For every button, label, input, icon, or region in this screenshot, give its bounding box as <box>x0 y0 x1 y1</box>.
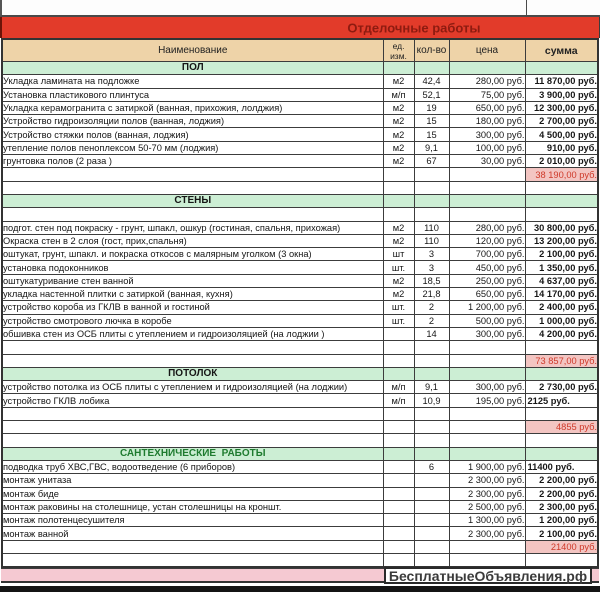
cell-sum: 11400 руб. <box>525 460 598 473</box>
cell-unit <box>383 540 414 553</box>
cell-name: устройство короба из ГКЛВ в ванной и гостиной <box>2 301 383 314</box>
cell-qty <box>414 168 449 181</box>
cell-name: монтаж раковины на столешнице, устан столешницы на кроншт. <box>2 500 383 513</box>
cell-sum <box>525 62 598 75</box>
watermark-text: БесплатныеОбъявления.рф <box>388 567 588 584</box>
cell-unit <box>383 341 414 354</box>
cell-price: 2 300,00 руб. <box>449 527 525 540</box>
cell-qty <box>414 540 449 553</box>
cell-name: устройство потолка из ОСБ плиты с утеплением и гидроизоляцией (на лоджии) <box>2 381 383 394</box>
watermark-badge <box>384 567 592 584</box>
column-gridline <box>526 0 527 15</box>
cell-qty <box>414 474 449 487</box>
empty-row <box>2 407 598 420</box>
cell-unit <box>383 447 414 460</box>
cell-name <box>2 181 383 194</box>
cell-qty <box>414 447 449 460</box>
cell-price <box>449 407 525 420</box>
empty-row <box>2 434 598 447</box>
item-row <box>2 274 598 287</box>
cell-name: ПОТОЛОК <box>2 367 383 380</box>
cell-price <box>449 553 525 567</box>
cell-sum: 1 200,00 руб. <box>525 514 598 527</box>
cell-sum: 2 100,00 руб. <box>525 527 598 540</box>
cell-price: 300,00 руб. <box>449 327 525 340</box>
cell-qty: 2 <box>414 314 449 327</box>
cell-price: 195,00 руб. <box>449 394 525 407</box>
item-row <box>2 460 598 473</box>
cell-name <box>2 540 383 553</box>
cell-name: оштукатуривание стен ванной <box>2 274 383 287</box>
cell-price: 650,00 руб. <box>449 288 525 301</box>
cell-name: монтаж полотенцесушителя <box>2 514 383 527</box>
cell-sum: 2 700,00 руб. <box>525 115 598 128</box>
cell-unit <box>383 487 414 500</box>
cell-qty <box>414 341 449 354</box>
table-title-bar <box>0 17 600 38</box>
cell-price: 1 900,00 руб. <box>449 460 525 473</box>
cell-price <box>449 181 525 194</box>
cell-unit: м2 <box>383 101 414 114</box>
cell-name: монтаж биде <box>2 487 383 500</box>
cell-unit <box>383 407 414 420</box>
item-row <box>2 234 598 247</box>
cell-qty: 52,1 <box>414 88 449 101</box>
cell-unit <box>383 434 414 447</box>
estimate-table <box>1 38 599 568</box>
cell-qty: 2 <box>414 301 449 314</box>
item-row <box>2 327 598 340</box>
cell-name: устройство смотрового лючка в коробе <box>2 314 383 327</box>
cell-name: ПОЛ <box>2 62 383 75</box>
item-row <box>2 75 598 88</box>
cell-unit <box>383 500 414 513</box>
cell-qty <box>414 62 449 75</box>
cell-qty: 67 <box>414 155 449 168</box>
cell-sum: 30 800,00 руб. <box>525 221 598 234</box>
cell-qty <box>414 354 449 367</box>
item-row <box>2 381 598 394</box>
item-row <box>2 474 598 487</box>
empty-row <box>2 181 598 194</box>
cell-qty: 42,4 <box>414 75 449 88</box>
cell-price <box>449 208 525 221</box>
cell-sum: 11 870,00 руб. <box>525 75 598 88</box>
cell-name: установка подоконников <box>2 261 383 274</box>
cell-qty <box>414 527 449 540</box>
table-title: Отделочные работы <box>347 20 481 35</box>
watermark-row <box>1 568 599 583</box>
cell-name: монтаж ванной <box>2 527 383 540</box>
cell-qty: 18,5 <box>414 274 449 287</box>
cell-qty: 15 <box>414 128 449 141</box>
cell-name <box>2 341 383 354</box>
item-row <box>2 527 598 540</box>
cell-unit <box>383 194 414 207</box>
cell-name <box>2 168 383 181</box>
cell-unit <box>383 208 414 221</box>
cell-unit <box>383 181 414 194</box>
cell-price: 100,00 руб. <box>449 141 525 154</box>
cell-qty: 3 <box>414 248 449 261</box>
cell-name: Окраска стен в 2 слоя (гост, прих,спальня) <box>2 234 383 247</box>
cell-name: утепление полов пеноплексом 50-70 мм (лоджия) <box>2 141 383 154</box>
col-header-name: Наименование <box>2 39 383 62</box>
cell-unit <box>383 327 414 340</box>
cell-sum: 2 200,00 руб. <box>525 474 598 487</box>
cell-sum: 2 010,00 руб. <box>525 155 598 168</box>
cell-qty: 10,9 <box>414 394 449 407</box>
cell-price: 1 200,00 руб. <box>449 301 525 314</box>
cell-unit: шт. <box>383 314 414 327</box>
cell-unit: м2 <box>383 274 414 287</box>
cell-price: 280,00 руб. <box>449 75 525 88</box>
cell-qty <box>414 434 449 447</box>
cell-sum <box>525 407 598 420</box>
cell-price: 2 500,00 руб. <box>449 500 525 513</box>
cell-price <box>449 540 525 553</box>
cell-price <box>449 62 525 75</box>
cell-sum: 1 000,00 руб. <box>525 314 598 327</box>
cell-unit <box>383 474 414 487</box>
cell-sum: 13 200,00 руб. <box>525 234 598 247</box>
cell-unit <box>383 168 414 181</box>
cell-qty: 9,1 <box>414 381 449 394</box>
subtotal-row <box>2 354 598 367</box>
cell-name <box>2 434 383 447</box>
cell-unit <box>383 460 414 473</box>
cell-qty: 15 <box>414 115 449 128</box>
cell-sum: 73 857,00 руб. <box>525 354 598 367</box>
cell-qty: 21,8 <box>414 288 449 301</box>
cell-price: 120,00 руб. <box>449 234 525 247</box>
col-header-sum: сумма <box>525 39 598 62</box>
cell-sum: 2 200,00 руб. <box>525 487 598 500</box>
cell-unit: м/п <box>383 394 414 407</box>
cell-unit: м/п <box>383 88 414 101</box>
cell-name: Укладка ламината на подложке <box>2 75 383 88</box>
cell-name <box>2 421 383 434</box>
cell-name: устройство ГКЛВ лобика <box>2 394 383 407</box>
cell-price <box>449 354 525 367</box>
item-row <box>2 261 598 274</box>
cell-unit: м2 <box>383 128 414 141</box>
cell-sum <box>525 553 598 567</box>
cell-price: 2 300,00 руб. <box>449 474 525 487</box>
cell-price: 300,00 руб. <box>449 128 525 141</box>
cell-unit: м2 <box>383 234 414 247</box>
cell-name: САНТЕХНИЧЕСКИЕ РАБОТЫ <box>2 447 383 460</box>
subtotal-row <box>2 421 598 434</box>
cell-qty <box>414 421 449 434</box>
item-row <box>2 115 598 128</box>
cell-sum <box>525 447 598 460</box>
item-row <box>2 514 598 527</box>
cell-sum: 2 100,00 руб. <box>525 248 598 261</box>
cell-unit <box>383 421 414 434</box>
cell-sum <box>525 434 598 447</box>
estimate-table-body <box>2 62 598 568</box>
cell-price <box>449 367 525 380</box>
cell-sum: 4 200,00 руб. <box>525 327 598 340</box>
item-row <box>2 288 598 301</box>
cell-unit <box>383 354 414 367</box>
cell-name: укладка настенной плитки с затиркой (ванная, кухня) <box>2 288 383 301</box>
cell-price <box>449 447 525 460</box>
cell-qty: 14 <box>414 327 449 340</box>
col-header-qty: кол-во <box>414 39 449 62</box>
cell-qty: 6 <box>414 460 449 473</box>
cell-qty <box>414 181 449 194</box>
cell-sum <box>525 341 598 354</box>
section-header-row <box>2 62 598 75</box>
cell-qty: 110 <box>414 234 449 247</box>
item-row <box>2 88 598 101</box>
cell-price: 700,00 руб. <box>449 248 525 261</box>
cell-unit: м2 <box>383 155 414 168</box>
cell-unit: м2 <box>383 288 414 301</box>
cell-name: монтаж унитаза <box>2 474 383 487</box>
cell-name: подводка труб ХВС,ГВС, водоотведение (6 приборов) <box>2 460 383 473</box>
cell-price: 2 300,00 руб. <box>449 487 525 500</box>
cell-sum: 2 300,00 руб. <box>525 500 598 513</box>
cell-sum: 910,00 руб. <box>525 141 598 154</box>
subtotal-row <box>2 540 598 553</box>
item-row <box>2 155 598 168</box>
cell-name <box>2 553 383 567</box>
cell-qty <box>414 553 449 567</box>
cell-unit: шт <box>383 248 414 261</box>
item-row <box>2 128 598 141</box>
cell-name: подгот. стен под покраску - грунт, шпакл, ошкур (гостиная, спальня, прихожая) <box>2 221 383 234</box>
cell-price: 180,00 руб. <box>449 115 525 128</box>
cell-unit <box>383 367 414 380</box>
cell-name <box>2 407 383 420</box>
item-row <box>2 394 598 407</box>
cell-sum: 2 400,00 руб. <box>525 301 598 314</box>
item-row <box>2 301 598 314</box>
cell-price: 500,00 руб. <box>449 314 525 327</box>
cell-sum: 2 730,00 руб. <box>525 381 598 394</box>
cell-name: Установка пластикового плинтуса <box>2 88 383 101</box>
cell-unit: м2 <box>383 75 414 88</box>
cell-price: 30,00 руб. <box>449 155 525 168</box>
cell-sum <box>525 367 598 380</box>
cell-qty <box>414 514 449 527</box>
cell-sum: 4855 руб. <box>525 421 598 434</box>
cell-unit <box>383 514 414 527</box>
top-strip <box>0 0 600 17</box>
cell-qty <box>414 487 449 500</box>
column-header-row <box>2 39 598 62</box>
cell-price <box>449 421 525 434</box>
item-row <box>2 101 598 114</box>
cell-price: 250,00 руб. <box>449 274 525 287</box>
cell-qty: 19 <box>414 101 449 114</box>
col-header-price: цена <box>449 39 525 62</box>
cell-name: Устройство гидроизоляции полов (ванная, лоджия) <box>2 115 383 128</box>
cell-sum: 4 637,00 руб. <box>525 274 598 287</box>
item-row <box>2 141 598 154</box>
cell-qty <box>414 500 449 513</box>
cell-qty <box>414 208 449 221</box>
empty-row <box>2 553 598 567</box>
cell-price: 280,00 руб. <box>449 221 525 234</box>
cell-sum: 12 300,00 руб. <box>525 101 598 114</box>
section-header-row <box>2 447 598 460</box>
cell-sum: 3 900,00 руб. <box>525 88 598 101</box>
cell-price: 75,00 руб. <box>449 88 525 101</box>
cell-unit <box>383 527 414 540</box>
section-header-row <box>2 367 598 380</box>
cell-qty <box>414 367 449 380</box>
cell-price <box>449 168 525 181</box>
item-row <box>2 248 598 261</box>
cell-price <box>449 194 525 207</box>
item-row <box>2 500 598 513</box>
cell-sum: 2125 руб. <box>525 394 598 407</box>
cell-name: оштукат, грунт, шпакл. и покраска откосов с малярным уголком (3 окна) <box>2 248 383 261</box>
cell-sum: 21400 руб. <box>525 540 598 553</box>
empty-row <box>2 341 598 354</box>
cell-name: СТЕНЫ <box>2 194 383 207</box>
cell-price <box>449 434 525 447</box>
cell-price: 450,00 руб. <box>449 261 525 274</box>
cell-unit: шт. <box>383 261 414 274</box>
subtotal-row <box>2 168 598 181</box>
cell-price: 1 300,00 руб. <box>449 514 525 527</box>
section-header-row <box>2 194 598 207</box>
cell-unit: м/п <box>383 381 414 394</box>
cell-sum: 14 170,00 руб. <box>525 288 598 301</box>
cell-unit: м2 <box>383 141 414 154</box>
cell-price <box>449 341 525 354</box>
empty-row <box>2 208 598 221</box>
item-row <box>2 221 598 234</box>
cell-unit: м2 <box>383 221 414 234</box>
cell-qty: 3 <box>414 261 449 274</box>
cell-unit: м2 <box>383 115 414 128</box>
item-row <box>2 487 598 500</box>
cell-name: Укладка керамогранита с затиркой (ванная, прихожия, лолджия) <box>2 101 383 114</box>
cell-unit <box>383 553 414 567</box>
cell-name: грунтовка полов (2 раза ) <box>2 155 383 168</box>
cell-name <box>2 208 383 221</box>
cell-name: Устройство стяжки полов (ванная, лоджия) <box>2 128 383 141</box>
cell-sum: 38 190,00 руб. <box>525 168 598 181</box>
cell-price: 300,00 руб. <box>449 381 525 394</box>
cell-qty: 110 <box>414 221 449 234</box>
cell-qty <box>414 407 449 420</box>
col-header-unit: ед. изм. <box>383 39 414 62</box>
cell-qty: 9,1 <box>414 141 449 154</box>
item-row <box>2 314 598 327</box>
cell-sum <box>525 208 598 221</box>
cell-price: 650,00 руб. <box>449 101 525 114</box>
cell-unit <box>383 62 414 75</box>
bottom-black-strip <box>0 586 600 592</box>
cell-sum <box>525 181 598 194</box>
cell-name: обшивка стен из ОСБ плиты с утеплением и гидроизоляцией (на лоджии ) <box>2 327 383 340</box>
cell-name <box>2 354 383 367</box>
cell-sum <box>525 194 598 207</box>
cell-sum: 4 500,00 руб. <box>525 128 598 141</box>
cell-sum: 1 350,00 руб. <box>525 261 598 274</box>
cell-qty <box>414 194 449 207</box>
cell-unit: шт. <box>383 301 414 314</box>
